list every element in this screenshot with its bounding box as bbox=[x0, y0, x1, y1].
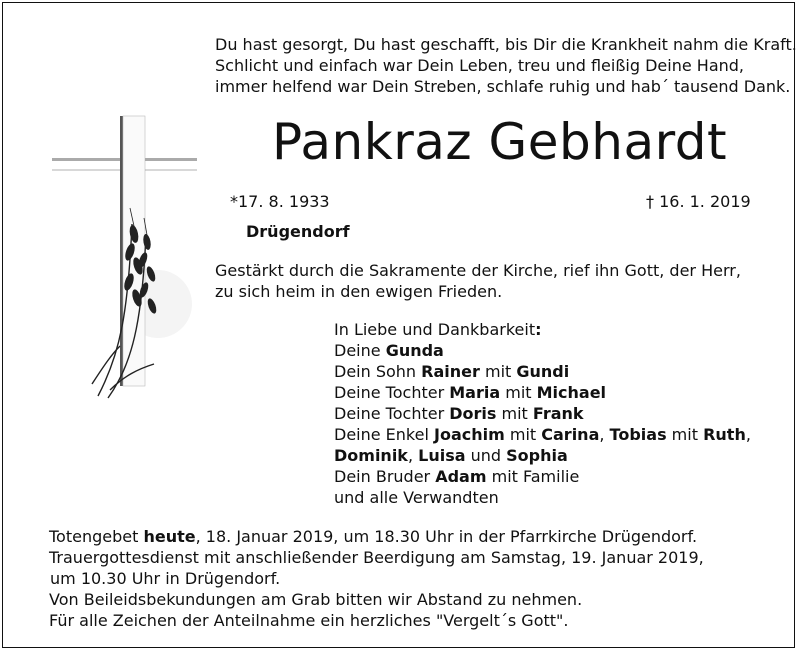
funeral-line: um 10.30 Uhr in Drügendorf. bbox=[50, 569, 281, 588]
poem-line: Schlicht und einfach war Dein Leben, treu und fleißig Deine Hand, bbox=[215, 56, 744, 75]
cross-with-wheat-icon bbox=[50, 114, 200, 404]
poem-line: immer helfend war Dein Streben, schlafe ruhig und hab´ tausend Dank. bbox=[215, 77, 791, 96]
mourner-line: Deine Tochter Maria mit Michael bbox=[334, 383, 607, 402]
poem-line: Du hast gesorgt, Du hast geschafft, bis Dir die Krankheit nahm die Kraft. bbox=[215, 35, 797, 54]
faith-line: zu sich heim in den ewigen Frieden. bbox=[215, 282, 503, 301]
mourner-line: Dein Sohn Rainer mit Gundi bbox=[334, 362, 570, 381]
mourner-line: Dominik, Luisa und Sophia bbox=[334, 446, 568, 465]
mourner-line: Deine Tochter Doris mit Frank bbox=[334, 404, 584, 423]
funeral-line: Für alle Zeichen der Anteilnahme ein herzliches "Vergelt´s Gott". bbox=[49, 611, 569, 630]
mourners-list bbox=[334, 319, 751, 508]
deceased-name: Pankraz Gebhardt bbox=[272, 113, 728, 171]
faith-statement bbox=[215, 260, 741, 302]
funeral-line: Totengebet heute, 18. Januar 2019, um 18.30 Uhr in der Pfarrkirche Drügendorf. bbox=[49, 527, 698, 546]
mourner-line: und alle Verwandten bbox=[334, 488, 499, 507]
funeral-details bbox=[49, 526, 704, 631]
mourners-intro: In Liebe und Dankbarkeit: bbox=[334, 320, 542, 339]
mourner-line: Deine Gunda bbox=[334, 341, 444, 360]
funeral-line: Von Beileidsbekundungen am Grab bitten wir Abstand zu nehmen. bbox=[49, 590, 583, 609]
hometown: Drügendorf bbox=[246, 222, 350, 241]
memorial-poem bbox=[215, 34, 797, 97]
mourner-line: Dein Bruder Adam mit Familie bbox=[334, 467, 580, 486]
death-date: † 16. 1. 2019 bbox=[646, 192, 751, 211]
faith-line: Gestärkt durch die Sakramente der Kirche, rief ihn Gott, der Herr, bbox=[215, 261, 741, 280]
birth-date: *17. 8. 1933 bbox=[230, 192, 330, 211]
funeral-line: Trauergottesdienst mit anschließender Beerdigung am Samstag, 19. Januar 2019, bbox=[49, 548, 704, 567]
mourner-line: Deine Enkel Joachim mit Carina, Tobias mit Ruth, bbox=[334, 425, 751, 444]
